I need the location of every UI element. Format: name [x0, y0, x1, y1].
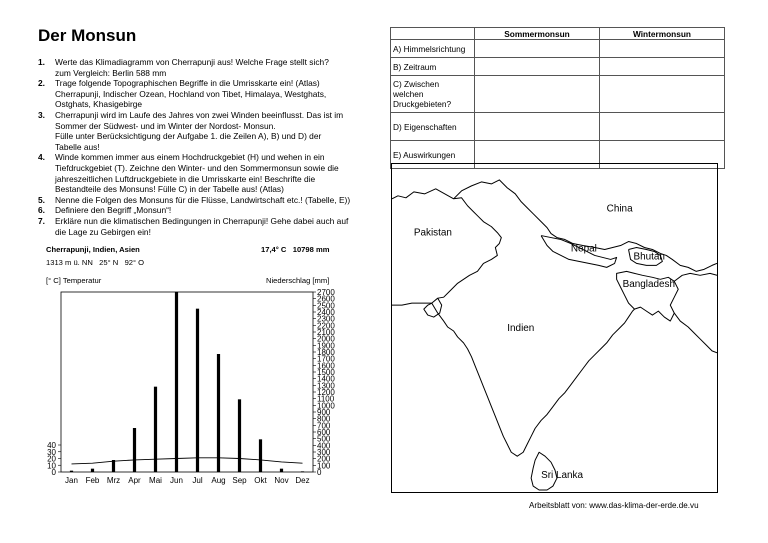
answer-cell-winter[interactable] [600, 58, 725, 76]
answer-cell-summer[interactable] [475, 40, 600, 58]
worksheet-title: Der Monsun [38, 26, 137, 45]
task-text: Definiere den Begriff „Monsun“! [55, 205, 172, 216]
precipitation-bar [301, 471, 304, 472]
precip-tick-label: 1100 [317, 394, 335, 404]
month-label: Dez [295, 476, 310, 485]
precip-tick-label: 1600 [317, 361, 335, 371]
precip-tick-label: 2500 [317, 301, 335, 311]
month-label: Jun [170, 476, 183, 485]
task-number: 1. [38, 57, 45, 67]
task-text: Bestandteile des Monsuns! Fülle C) in der Tabelle aus! (Atlas) [55, 184, 284, 195]
precipitation-bar [70, 471, 73, 472]
precip-tick-label: 2100 [317, 328, 335, 337]
month-label: Mrz [106, 476, 121, 485]
month-label: Jan [65, 476, 78, 485]
temp-tick-label: 10 [47, 461, 56, 471]
precip-tick-label: 1000 [317, 401, 335, 411]
precip-tick-label: 1200 [317, 388, 335, 397]
row-label-c-line: welchen [393, 89, 424, 99]
table-row [391, 113, 725, 141]
precip-tick-label: 100 [317, 461, 331, 471]
task-number: 3. [38, 109, 45, 120]
table-header-row [391, 28, 725, 40]
month-label: Jul [192, 476, 203, 485]
table-header-summer: Sommermonsun [475, 28, 600, 40]
answer-cell-winter[interactable] [600, 113, 725, 141]
precip-tick-label: 2700 [317, 288, 335, 297]
task-text: Fülle unter Berücksichtigung der Aufgabe 1. die Zeilen A), B) und D) der [55, 131, 322, 142]
chart-station-title: Cherrapunji, Indien, Asien [46, 245, 140, 254]
precip-tick-label: 800 [317, 414, 331, 424]
temperature-axis-label: [° C] Temperatur [46, 276, 102, 285]
temp-tick-label: 0 [51, 468, 56, 477]
border-china-india [454, 180, 717, 271]
precip-tick-label: 700 [317, 421, 331, 431]
answer-cell-winter[interactable] [600, 76, 725, 113]
precip-tick-label: 2600 [317, 294, 335, 304]
temp-tick-label: 40 [47, 441, 56, 450]
answer-cell-summer[interactable] [475, 113, 600, 141]
row-label-c-line: Druckgebieten? [393, 99, 452, 109]
precipitation-axis-label: Niederschlag [mm] [266, 276, 330, 285]
month-label: Nov [274, 476, 289, 485]
row-label-c-line: C) Zwischen [393, 79, 440, 89]
task-text: Ostghats, Khasigebirge [55, 99, 143, 110]
precip-tick-label: 400 [317, 441, 331, 451]
task-text: Sommer der Südwest- und im Winter der Nordost- Monsun. [55, 120, 276, 131]
row-label-e: E) Auswirkungen [391, 141, 475, 169]
table-header-winter: Wintermonsun [600, 28, 725, 40]
task-number: 2. [38, 78, 45, 89]
answer-cell-winter[interactable] [600, 40, 725, 58]
chart-summary: 17,4° C 10798 mm [261, 245, 330, 254]
chart-station-meta: 1313 m ü. NN 25° N 92° O [46, 258, 145, 267]
map-label-pakistan: Pakistan [413, 227, 452, 239]
month-label: Sep [232, 476, 247, 485]
task-text: jahreszeitlichen Luftdruckgebiete in die Umrisskarte ein! Beschrifte die [55, 173, 316, 184]
map-label-china: China [606, 203, 633, 215]
precipitation-bar [259, 439, 262, 472]
precip-tick-label: 2300 [317, 314, 335, 324]
outline-map [391, 163, 718, 493]
precip-tick-label: 300 [317, 448, 331, 457]
precipitation-bar [175, 292, 178, 472]
precip-tick-label: 1800 [317, 348, 335, 357]
precip-tick-label: 2000 [317, 334, 335, 344]
map-label-srilanka: Sri Lanka [541, 470, 584, 482]
precip-tick-label: 500 [317, 434, 331, 444]
monsoon-table [390, 27, 725, 169]
plot-frame [61, 292, 313, 472]
task-text: Cherrapunji, Indischer Ozean, Hochland von Tibet, Himalaya, Westghats, [55, 88, 327, 99]
task-text: Trage folgende Topographischen Begriffe in die Umrisskarte ein! (Atlas) [55, 78, 320, 89]
precipitation-bar [280, 469, 283, 472]
month-label: Feb [85, 476, 100, 485]
map-label-bhutan: Bhutan [633, 251, 665, 263]
table-row [391, 40, 725, 58]
precipitation-bar [238, 399, 241, 472]
precip-tick-label: 1400 [317, 374, 335, 384]
row-label-a: A) Himmelsrichtung [391, 40, 475, 58]
table-row [391, 76, 725, 113]
border-pakistan [392, 189, 501, 305]
precip-tick-label: 1900 [317, 341, 335, 351]
task-text: Tabelle aus! [55, 141, 100, 152]
task-number: 7. [38, 215, 45, 226]
precip-tick-label: 2400 [317, 308, 335, 317]
precip-tick-label: 1700 [317, 354, 335, 364]
task-text: zum Vergleich: Berlin 588 mm [55, 67, 167, 78]
task-number: 4. [38, 152, 45, 163]
precip-tick-label: 1300 [317, 381, 335, 391]
border-northeast [674, 273, 717, 353]
month-label: Mai [149, 476, 162, 485]
task-number: 6. [38, 205, 45, 216]
month-label: Okt [254, 476, 267, 485]
task-text: Werte das Klimadiagramm von Cherrapunji aus! Welche Frage stellt sich? [55, 57, 329, 67]
precipitation-bar [196, 309, 199, 472]
map-label-bangladesh: Bangladesh [622, 279, 676, 291]
precipitation-bar [112, 460, 115, 472]
month-label: Apr [128, 476, 141, 485]
precip-tick-label: 900 [317, 408, 331, 417]
task-text: die Lage zu Gebirgen ein! [55, 226, 151, 237]
month-label: Aug [211, 476, 226, 485]
temp-tick-label: 30 [47, 447, 56, 457]
task-text: Tiefdruckgebiet (T). Zeichne den Winter- und den Sommermonsun sowie die [55, 162, 339, 173]
precipitation-bar [217, 354, 220, 472]
task-text: Cherrapunji wird im Laufe des Jahres von zwei Winden beeinflusst. Das ist im [55, 109, 344, 120]
row-label-d: D) Eigenschaften [391, 113, 475, 141]
task-number: 5. [38, 194, 45, 205]
answer-cell-summer[interactable] [475, 76, 600, 113]
map-label-nepal: Nepal [570, 243, 597, 255]
temperature-line [72, 458, 303, 464]
task-text: Nenne die Folgen des Monsuns für die Flüsse, Landwirtschaft etc.! (Tabelle, E)) [55, 194, 351, 205]
credit-line: Arbeitsblatt von: www.das-klima-der-erde.de.vu [529, 501, 699, 510]
precip-tick-label: 200 [317, 454, 331, 464]
precip-tick-label: 1500 [317, 368, 335, 377]
precip-tick-label: 600 [317, 428, 331, 437]
row-label-b: B) Zeitraum [391, 58, 475, 76]
task-text: Winde kommen immer aus einem Hochdruckgebiet (H) und wehen in ein [55, 152, 325, 163]
row-label-c [391, 76, 475, 113]
precip-tick-label: 0 [317, 468, 322, 477]
task-text: Erkläre nun die klimatischen Bedingungen in Cherrapunji! Gehe dabei auch auf [55, 215, 349, 226]
table-header-empty [391, 28, 475, 40]
map-label-indien: Indien [507, 322, 535, 334]
table-row [391, 58, 725, 76]
precipitation-bar [133, 428, 136, 472]
precip-tick-label: 2200 [317, 321, 335, 331]
temp-tick-label: 20 [47, 454, 56, 464]
answer-cell-summer[interactable] [475, 58, 600, 76]
precipitation-bar [91, 469, 94, 472]
